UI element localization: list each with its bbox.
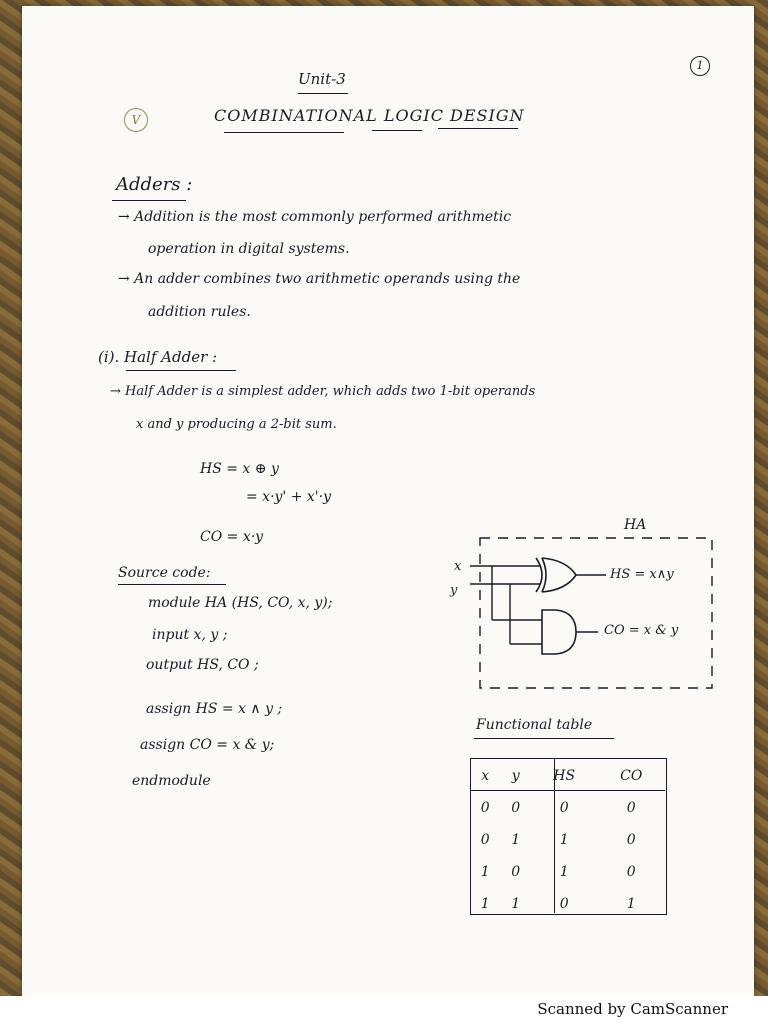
- circuit-wires: [470, 566, 606, 644]
- adders-line-1: → Addition is the most commonly performed arithmetic: [118, 209, 512, 225]
- code-line-2: input x, y ;: [152, 627, 228, 643]
- code-line-5: assign CO = x & y;: [140, 737, 275, 753]
- code-line-6: endmodule: [132, 773, 211, 789]
- cell-y: 0: [511, 800, 521, 816]
- table-header-row: [470, 760, 665, 792]
- page-title: COMBINATIONAL LOGIC DESIGN: [214, 106, 525, 125]
- functional-table: [470, 760, 665, 920]
- equation-hs-expanded: = x·y' + x'·y: [246, 489, 332, 505]
- cell-x: 1: [480, 896, 490, 912]
- cell-x: 0: [480, 800, 490, 816]
- xor-gate: [536, 558, 576, 592]
- adders-line-2: operation in digital systems.: [148, 241, 350, 257]
- half-adder-line-2: x and y producing a 2-bit sum.: [136, 417, 337, 432]
- page-number: 1: [690, 56, 710, 76]
- and-gate: [542, 610, 576, 654]
- adders-line-3: → An adder combines two arithmetic operands using the: [118, 271, 521, 287]
- cell-x: 1: [480, 864, 490, 880]
- cell-hs: 1: [559, 864, 569, 880]
- cell-y: 1: [511, 896, 521, 912]
- unit-label: Unit-3: [298, 70, 346, 88]
- header-co: CO: [620, 768, 643, 784]
- cell-co: 0: [626, 864, 636, 880]
- table-row: [470, 824, 665, 856]
- cell-hs: 0: [559, 896, 569, 912]
- cell-y: 1: [511, 832, 521, 848]
- cell-co: 0: [626, 832, 636, 848]
- circuit-input-x: x: [454, 559, 462, 574]
- adders-heading: Adders :: [116, 174, 193, 195]
- cell-co: 1: [626, 896, 636, 912]
- table-row: [470, 888, 665, 920]
- table-row: [470, 856, 665, 888]
- circuit-output-hs: HS = x∧y: [610, 567, 674, 582]
- half-adder-heading: (i). Half Adder :: [98, 348, 218, 366]
- equation-co: CO = x·y: [200, 529, 264, 545]
- cell-hs: 0: [559, 800, 569, 816]
- code-line-1: module HA (HS, CO, x, y);: [148, 595, 333, 611]
- header-y: y: [511, 768, 520, 784]
- source-code-heading: Source code:: [118, 565, 211, 581]
- camscanner-watermark: Scanned by CamScanner: [537, 1000, 728, 1018]
- circuit-output-co: CO = x & y: [604, 623, 679, 638]
- equation-hs: HS = x ⊕ y: [200, 461, 279, 477]
- code-line-3: output HS, CO ;: [146, 657, 259, 673]
- margin-mark: V: [124, 108, 148, 132]
- table-row: [470, 792, 665, 824]
- circuit-input-y: y: [450, 583, 458, 598]
- circuit-label-ha: HA: [624, 517, 647, 533]
- cell-co: 0: [626, 800, 636, 816]
- adders-line-4: addition rules.: [148, 304, 251, 320]
- header-hs: HS: [553, 768, 576, 784]
- cell-hs: 1: [559, 832, 569, 848]
- half-adder-line-1: → Half Adder is a simplest adder, which adds two 1-bit operands: [110, 384, 536, 399]
- functional-table-underline: [474, 738, 614, 739]
- ha-block-border: [480, 538, 712, 688]
- header-x: x: [481, 768, 490, 784]
- functional-table-heading: Functional table: [476, 717, 593, 733]
- cell-x: 0: [480, 832, 490, 848]
- cell-y: 0: [511, 864, 521, 880]
- code-line-4: assign HS = x ∧ y ;: [146, 701, 283, 717]
